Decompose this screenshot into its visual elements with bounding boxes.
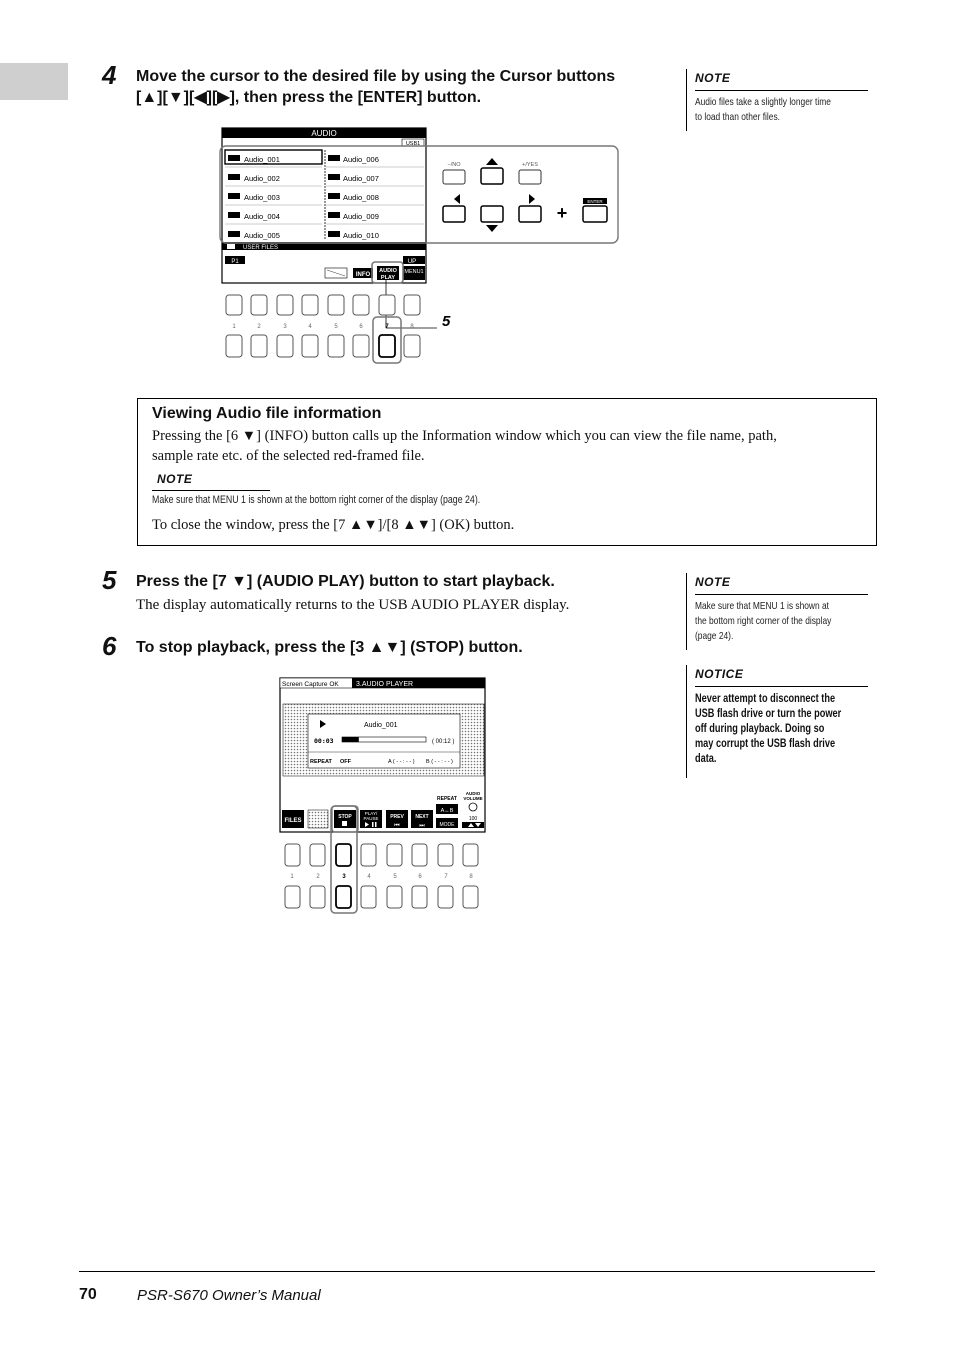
svg-text:8: 8	[469, 874, 473, 880]
info-box-line-2: sample rate etc. of the selected red-framed file.	[152, 448, 425, 464]
cursor-down-button[interactable]	[481, 206, 503, 222]
up-button-label: UP	[407, 259, 417, 265]
cursor-up-button[interactable]	[481, 168, 503, 184]
lower-button-1[interactable]	[285, 886, 300, 908]
no-button[interactable]	[443, 170, 465, 184]
upper-button-6[interactable]	[412, 844, 427, 866]
repeat-label: REPEAT	[310, 759, 332, 765]
svg-text:5: 5	[393, 874, 397, 880]
info-close-text: To close the window, press the [7 ▲▼]/[8 ▲▼] (OK) button.	[152, 517, 515, 533]
cursor-left-button[interactable]	[443, 206, 465, 222]
note-heading-2: NOTE	[695, 575, 731, 589]
total-time: ( 00:12 )	[432, 739, 455, 745]
svg-text:Audio_001: Audio_001	[244, 155, 280, 164]
audio-volume-label-2: VOLUME	[463, 796, 483, 801]
upper-button-5[interactable]	[387, 844, 402, 866]
no-label: −/NO	[447, 162, 461, 168]
info-note-text: Make sure that MENU 1 is shown at the bottom right corner of the display (page 24).	[152, 494, 481, 506]
prev-softkey-label: PREV	[390, 814, 404, 820]
svg-text:Audio_009: Audio_009	[343, 212, 379, 221]
step-6-number: 6	[102, 631, 117, 661]
info-note-heading: NOTE	[157, 472, 193, 486]
chapter-tab	[0, 63, 68, 100]
note-2-line-3: (page 24).	[695, 630, 734, 642]
upper-button-6[interactable]	[353, 295, 369, 315]
notice-line-1: Never attempt to disconnect the	[695, 693, 836, 705]
step-6-title: To stop playback, press the [3 ▲▼] (STOP) button.	[136, 639, 523, 656]
audio-play-label-2: PLAY	[380, 275, 396, 281]
lower-button-2[interactable]	[310, 886, 325, 908]
step-4-line-2: [▲][▼][◀][▶], then press the [ENTER] button.	[136, 89, 482, 106]
step-5-title: Press the [7 ▼] (AUDIO PLAY) button to start playback.	[136, 573, 555, 590]
player-header-status: Screen Capture OK	[282, 681, 339, 688]
notice-line-4: may corrupt the USB flash drive	[695, 738, 836, 750]
lower-button-8[interactable]	[463, 886, 478, 908]
repeat-value: OFF	[340, 759, 351, 765]
notice-line-5: data.	[695, 753, 717, 765]
a-point-label: A ( - - : - - )	[388, 759, 415, 765]
lower-button-8[interactable]	[404, 335, 420, 357]
b-point-label: B ( - - : - - )	[426, 759, 453, 765]
notice-heading: NOTICE	[695, 667, 744, 681]
menu1-label: MENU1	[404, 269, 424, 275]
svg-text:Audio_002: Audio_002	[244, 174, 280, 183]
note-sidebar-2	[686, 573, 869, 650]
svg-text:8: 8	[410, 324, 414, 330]
upper-button-2[interactable]	[251, 295, 267, 315]
info-box-heading: Viewing Audio file information	[152, 405, 382, 422]
upper-button-7[interactable]	[379, 295, 395, 315]
upper-button-8[interactable]	[463, 844, 478, 866]
audio-screen-title: AUDIO	[311, 129, 337, 138]
lower-button-6[interactable]	[353, 335, 369, 357]
svg-text:Audio_005: Audio_005	[244, 231, 280, 240]
upper-button-4[interactable]	[361, 844, 376, 866]
notice-line-2: USB flash drive or turn the power	[695, 708, 842, 720]
svg-text:6: 6	[359, 324, 363, 330]
svg-text:3: 3	[342, 874, 346, 880]
step-4-title	[136, 66, 676, 108]
volume-value: 100	[468, 816, 478, 822]
stop-softkey-label: STOP	[338, 814, 352, 820]
rewind-icon: ⏮	[394, 823, 400, 829]
audio-volume-label-1: AUDIO	[465, 791, 481, 796]
down-arrow-icon	[486, 225, 498, 232]
page-number: 70	[79, 1286, 97, 1303]
audio-play-label-1: AUDIO	[379, 268, 397, 274]
info-softkey-label: INFO	[355, 272, 371, 278]
step-4-number: 4	[102, 60, 117, 90]
up-arrow-icon	[486, 158, 498, 165]
lower-button-7[interactable]	[379, 335, 395, 357]
plus-icon: +	[556, 203, 568, 223]
elapsed-time: 00:03	[314, 737, 334, 745]
folder-bar-label: USER FILES	[243, 245, 279, 251]
svg-text:Audio_007: Audio_007	[343, 174, 379, 183]
cursor-panel	[443, 158, 607, 232]
svg-text:7: 7	[444, 874, 448, 880]
svg-text:6: 6	[418, 874, 422, 880]
manual-title: PSR-S670 Owner’s Manual	[137, 1287, 321, 1304]
softkey-buttons	[226, 295, 420, 363]
files-softkey-label: FILES	[284, 818, 302, 824]
note-2-line-2: the bottom right corner of the display	[695, 615, 832, 627]
upper-button-3[interactable]	[336, 844, 351, 866]
svg-text:2: 2	[316, 874, 320, 880]
callout-number: 5	[442, 313, 451, 330]
right-arrow-icon	[529, 194, 535, 204]
player-filename: Audio_001	[364, 722, 398, 729]
progress-fill	[342, 737, 359, 742]
footer-rule	[79, 1271, 875, 1272]
play-pause-label-1: PLAY/	[364, 811, 378, 816]
notice-line-3: off during playback. Doing so	[695, 723, 825, 735]
svg-text:1: 1	[232, 324, 236, 330]
stop-icon	[342, 821, 347, 826]
svg-text:4: 4	[308, 324, 312, 330]
svg-text:2: 2	[257, 324, 261, 330]
info-box	[137, 398, 877, 546]
upper-button-4[interactable]	[302, 295, 318, 315]
audio-file-selection-diagram	[215, 122, 625, 368]
next-softkey-label: NEXT	[415, 814, 429, 820]
svg-text:7: 7	[385, 324, 389, 330]
repeat-softkey-label: REPEAT	[437, 796, 457, 802]
lower-button-4[interactable]	[302, 335, 318, 357]
enter-button[interactable]	[583, 206, 607, 222]
note-1-line-2: to load than other files.	[695, 111, 780, 123]
notice-sidebar	[686, 665, 869, 778]
upper-button-1[interactable]	[285, 844, 300, 866]
note-2-line-1: Make sure that MENU 1 is shown at	[695, 600, 829, 612]
svg-text:4: 4	[367, 874, 371, 880]
svg-text:Audio_004: Audio_004	[244, 212, 280, 221]
upper-button-5[interactable]	[328, 295, 344, 315]
player-title: 3.AUDIO PLAYER	[356, 681, 414, 688]
step-4-line-1: Move the cursor to the desired file by using the Cursor buttons	[136, 68, 616, 85]
lower-button-3[interactable]	[277, 335, 293, 357]
lower-button-7[interactable]	[438, 886, 453, 908]
mode-label: MODE	[439, 822, 455, 828]
lower-button-4[interactable]	[361, 886, 376, 908]
upper-button-3[interactable]	[277, 295, 293, 315]
upper-button-7[interactable]	[438, 844, 453, 866]
svg-text:3: 3	[283, 324, 287, 330]
upper-button-8[interactable]	[404, 295, 420, 315]
svg-text:Audio_006: Audio_006	[343, 155, 379, 164]
lower-button-1[interactable]	[226, 335, 242, 357]
info-box-line-1: Pressing the [6 ▼] (INFO) button calls up the Information window which you can view the file name, path,	[152, 428, 777, 444]
forward-icon: ⏭	[419, 823, 425, 829]
step-5-body: The display automatically returns to the USB AUDIO PLAYER display.	[136, 597, 570, 613]
lower-button-2[interactable]	[251, 335, 267, 357]
upper-button-1[interactable]	[226, 295, 242, 315]
svg-text:Audio_008: Audio_008	[343, 193, 379, 202]
svg-text:1: 1	[290, 874, 294, 880]
upper-button-2[interactable]	[310, 844, 325, 866]
left-arrow-icon	[454, 194, 460, 204]
lower-button-6[interactable]	[412, 886, 427, 908]
audio-player-diagram	[278, 676, 488, 916]
yes-label: +/YES	[522, 162, 538, 168]
lower-button-5[interactable]	[328, 335, 344, 357]
yes-button[interactable]	[519, 170, 541, 184]
svg-text:Audio_003: Audio_003	[244, 193, 280, 202]
note-heading-1: NOTE	[695, 71, 731, 85]
play-pause-label-2: PAUSE	[363, 816, 379, 821]
ab-label: A↔B	[440, 808, 454, 814]
page-label: P1	[231, 259, 239, 265]
svg-text:Audio_010: Audio_010	[343, 231, 379, 240]
svg-text:5: 5	[334, 324, 338, 330]
lower-button-3[interactable]	[336, 886, 351, 908]
note-sidebar-1	[686, 69, 869, 131]
lower-button-5[interactable]	[387, 886, 402, 908]
cursor-right-button[interactable]	[519, 206, 541, 222]
step-5-number: 5	[102, 565, 117, 595]
device-label: USB1	[405, 141, 421, 147]
note-1-line-1: Audio files take a slightly longer time	[695, 96, 831, 108]
enter-label: ENTER	[587, 199, 603, 204]
